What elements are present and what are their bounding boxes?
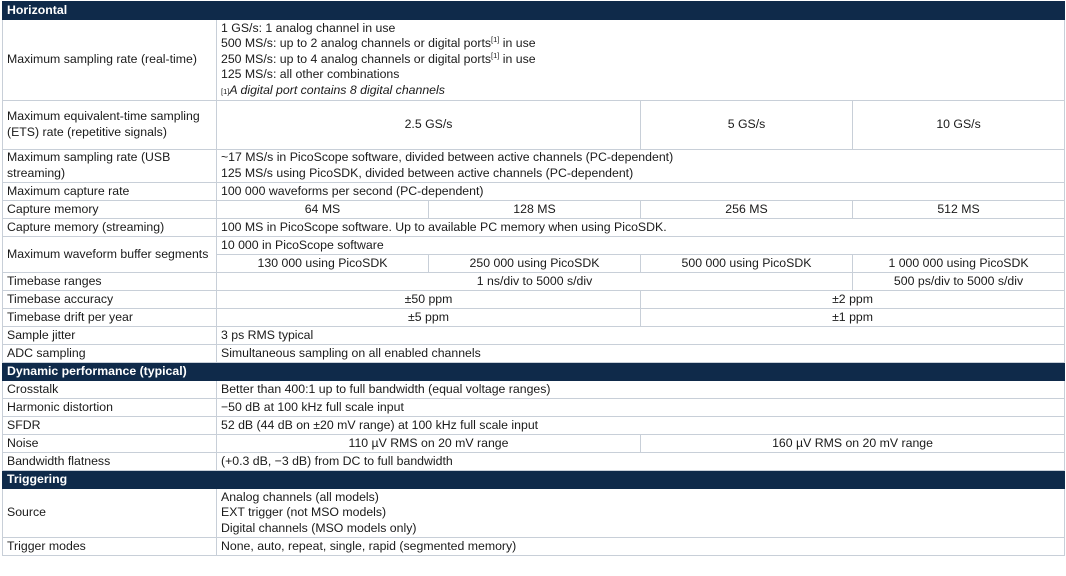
row-value: ±2 ppm	[641, 291, 1065, 309]
table-row	[3, 399, 1065, 417]
footnote-text: A digital port contains 8 digital channels	[229, 82, 445, 97]
section-title: Dynamic performance (typical)	[3, 363, 1065, 381]
row-value: 512 MS	[853, 201, 1065, 219]
row-label: Maximum waveform buffer segments	[3, 237, 217, 273]
row-value: 10 GS/s	[853, 101, 1065, 150]
row-label: Maximum sampling rate (USB streaming)	[3, 150, 217, 183]
row-value: ±1 ppm	[641, 309, 1065, 327]
value-text: 250 MS/s: up to 4 analog channels or digital ports	[221, 51, 492, 66]
row-label: Crosstalk	[3, 381, 217, 399]
row-value	[217, 489, 1065, 538]
value-text: 500 MS/s: up to 2 analog channels or digital ports	[221, 36, 492, 51]
row-value: 1 ns/div to 5000 s/div	[217, 273, 853, 291]
section-title: Triggering	[3, 471, 1065, 489]
row-value: (+0.3 dB, −3 dB) from DC to full bandwidth	[217, 453, 1065, 471]
table-row	[3, 183, 1065, 201]
row-label: Bandwidth flatness	[3, 453, 217, 471]
table-row	[3, 291, 1065, 309]
value-suffix: in use	[499, 36, 536, 51]
row-label: Timebase drift per year	[3, 309, 217, 327]
row-value: 3 ps RMS typical	[217, 327, 1065, 345]
row-label: Sample jitter	[3, 327, 217, 345]
row-value: Better than 400:1 up to full bandwidth (equal voltage ranges)	[217, 381, 1065, 399]
table-row	[3, 381, 1065, 399]
footnote-mark: [1]	[491, 50, 500, 60]
row-label: Maximum sampling rate (real-time)	[3, 20, 217, 101]
row-label: Source	[3, 489, 217, 538]
footnote-line	[221, 83, 1060, 100]
table-row	[3, 20, 1065, 101]
row-label: SFDR	[3, 417, 217, 435]
row-value: 10 000 in PicoScope software	[217, 237, 1065, 255]
value-line: EXT trigger (not MSO models)	[221, 505, 387, 520]
row-value: 256 MS	[641, 201, 853, 219]
value-line: Analog channels (all models)	[221, 489, 379, 504]
table-row	[3, 309, 1065, 327]
row-label: Maximum equivalent-time sampling (ETS) rate (repetitive signals)	[3, 101, 217, 150]
table-row	[3, 327, 1065, 345]
value-line: 1 GS/s: 1 analog channel in use	[221, 20, 396, 35]
section-triggering	[3, 471, 1065, 489]
row-value: 110 µV RMS on 20 mV range	[217, 435, 641, 453]
table-row	[3, 538, 1065, 556]
row-label: Capture memory (streaming)	[3, 219, 217, 237]
value-line: ~17 MS/s in PicoScope software, divided between active channels (PC-dependent)	[221, 150, 674, 165]
value-line: 125 MS/s: all other combinations	[221, 67, 400, 82]
table-row	[3, 453, 1065, 471]
row-value: 100 MS in PicoScope software. Up to available PC memory when using PicoSDK.	[217, 219, 1065, 237]
row-value: None, auto, repeat, single, rapid (segmented memory)	[217, 538, 1065, 556]
footnote-mark: [1]	[491, 35, 500, 45]
row-value: 100 000 waveforms per second (PC-dependent)	[217, 183, 1065, 201]
value-line: Digital channels (MSO models only)	[221, 520, 417, 535]
row-value	[217, 20, 1065, 101]
footnote-mark: [1]	[221, 86, 230, 96]
row-label: Timebase accuracy	[3, 291, 217, 309]
table-row	[3, 101, 1065, 150]
row-label: Noise	[3, 435, 217, 453]
row-value: ±5 ppm	[217, 309, 641, 327]
row-value: 1 000 000 using PicoSDK	[853, 255, 1065, 273]
row-value: 52 dB (44 dB on ±20 mV range) at 100 kHz full scale input	[217, 417, 1065, 435]
row-value: 2.5 GS/s	[217, 101, 641, 150]
table-row	[3, 435, 1065, 453]
value-line	[221, 36, 1060, 52]
value-line	[221, 52, 1060, 68]
section-dynamic-performance	[3, 363, 1065, 381]
row-value: 160 µV RMS on 20 mV range	[641, 435, 1065, 453]
row-value: 250 000 using PicoSDK	[429, 255, 641, 273]
row-value: Simultaneous sampling on all enabled channels	[217, 345, 1065, 363]
table-row	[3, 417, 1065, 435]
section-horizontal	[3, 2, 1065, 20]
table-row	[3, 219, 1065, 237]
row-value: 64 MS	[217, 201, 429, 219]
row-label: Harmonic distortion	[3, 399, 217, 417]
row-label: Trigger modes	[3, 538, 217, 556]
row-label: ADC sampling	[3, 345, 217, 363]
table-row	[3, 237, 1065, 255]
table-row	[3, 345, 1065, 363]
row-value: −50 dB at 100 kHz full scale input	[217, 399, 1065, 417]
row-value: 500 ps/div to 5000 s/div	[853, 273, 1065, 291]
row-value: 5 GS/s	[641, 101, 853, 150]
row-value: ±50 ppm	[217, 291, 641, 309]
row-value	[217, 150, 1065, 183]
row-value: 128 MS	[429, 201, 641, 219]
row-label: Timebase ranges	[3, 273, 217, 291]
value-suffix: in use	[499, 51, 536, 66]
specifications-table	[2, 1, 1065, 556]
section-title: Horizontal	[3, 2, 1065, 20]
table-row	[3, 150, 1065, 183]
table-row	[3, 489, 1065, 538]
value-line: 125 MS/s using PicoSDK, divided between active channels (PC-dependent)	[221, 166, 634, 180]
row-value: 130 000 using PicoSDK	[217, 255, 429, 273]
row-label: Capture memory	[3, 201, 217, 219]
table-row	[3, 273, 1065, 291]
row-value: 500 000 using PicoSDK	[641, 255, 853, 273]
table-row	[3, 201, 1065, 219]
row-label: Maximum capture rate	[3, 183, 217, 201]
